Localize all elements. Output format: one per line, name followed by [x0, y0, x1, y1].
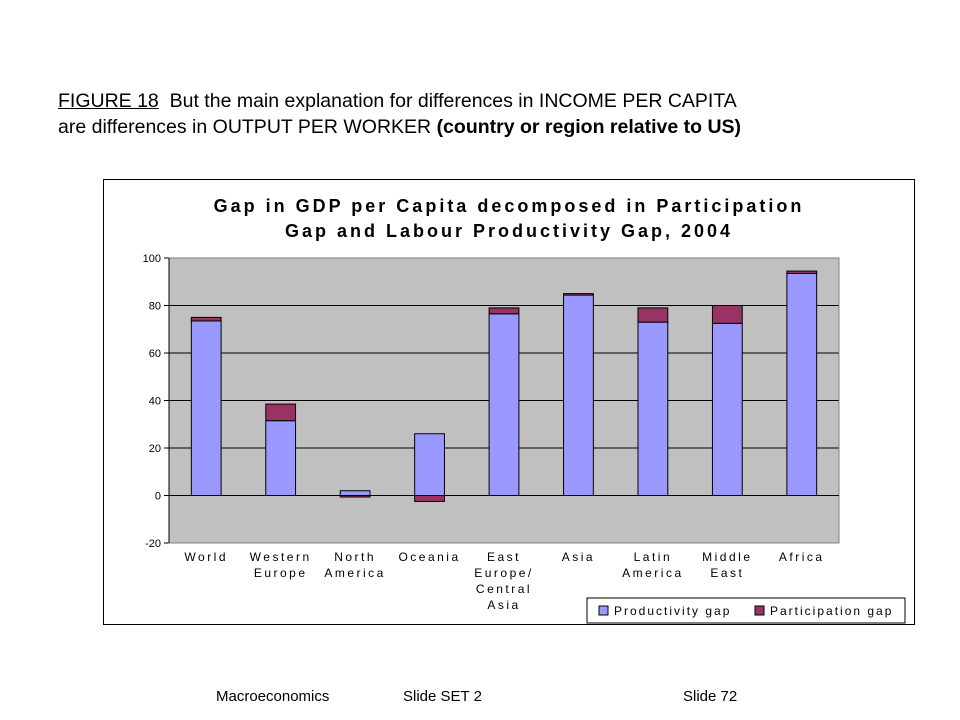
legend-participation-label: Participation gap	[770, 604, 894, 618]
bar-participation-gap	[266, 404, 296, 421]
y-tick-label: 20	[148, 443, 161, 455]
y-tick-label: -20	[145, 538, 161, 550]
category-label: America	[324, 566, 386, 580]
category-label: Asia	[487, 598, 521, 612]
bar-participation-gap	[489, 308, 519, 314]
category-label: Middle	[702, 550, 753, 564]
heading-line-2	[58, 114, 928, 140]
bar-productivity-gap	[489, 314, 519, 496]
category-label: World	[184, 550, 229, 564]
heading-line-2-bold: (country or region relative to US)	[436, 116, 742, 138]
footer-course: Macroeconomics	[216, 688, 330, 705]
bar-participation-gap	[638, 308, 668, 322]
bar-productivity-gap	[712, 323, 742, 495]
category-label: America	[622, 566, 684, 580]
category-label: North	[334, 550, 377, 564]
category-label: East	[710, 566, 745, 580]
bar-productivity-gap	[191, 321, 221, 496]
footer-slide-set: Slide SET 2	[403, 688, 482, 705]
chart-title-line-2: Gap and Labour Productivity Gap, 2004	[284, 221, 734, 241]
category-label: Oceania	[398, 550, 461, 564]
bar-participation-gap	[564, 294, 594, 296]
bar-participation-gap	[191, 317, 221, 321]
figure-label: FIGURE 18	[58, 90, 159, 112]
category-label: Europe/	[474, 566, 534, 580]
category-label: Africa	[778, 550, 825, 564]
category-label: Central	[475, 582, 533, 596]
category-label: Asia	[561, 550, 596, 564]
y-tick-label: 40	[148, 395, 161, 408]
category-label: Western	[249, 550, 312, 564]
y-tick-label: 60	[148, 348, 161, 360]
heading-line-2-text: are differences in OUTPUT PER WORKER	[58, 116, 437, 138]
bar-productivity-gap	[415, 434, 445, 496]
footer-slide-number: Slide 72	[683, 688, 738, 705]
slide-heading	[58, 88, 928, 140]
heading-line-1-text: But the main explanation for differences in INCOME PER CAPITA	[158, 90, 737, 112]
chart-frame	[103, 179, 915, 625]
bar-productivity-gap	[564, 295, 594, 496]
legend-participation-swatch	[755, 606, 764, 615]
gap-chart	[104, 180, 914, 624]
category-label: Europe	[253, 566, 308, 580]
bar-productivity-gap	[340, 491, 370, 496]
bar-productivity-gap	[638, 322, 668, 495]
chart-title-line-1: Gap in GDP per Capita decomposed in Participation	[213, 196, 805, 216]
bar-productivity-gap	[266, 421, 296, 496]
category-label: Latin	[633, 550, 673, 564]
category-label: East	[486, 550, 522, 564]
bar-participation-gap	[712, 306, 742, 324]
y-tick-label: 0	[154, 490, 161, 503]
legend-productivity-swatch	[599, 606, 608, 615]
bar-productivity-gap	[787, 273, 817, 495]
legend-productivity-label: Productivity gap	[614, 604, 732, 618]
y-tick-label: 80	[148, 300, 161, 313]
heading-line-1	[58, 88, 928, 114]
bar-participation-gap	[415, 496, 445, 502]
bar-participation-gap	[787, 271, 817, 273]
y-tick-label: 100	[142, 253, 161, 265]
